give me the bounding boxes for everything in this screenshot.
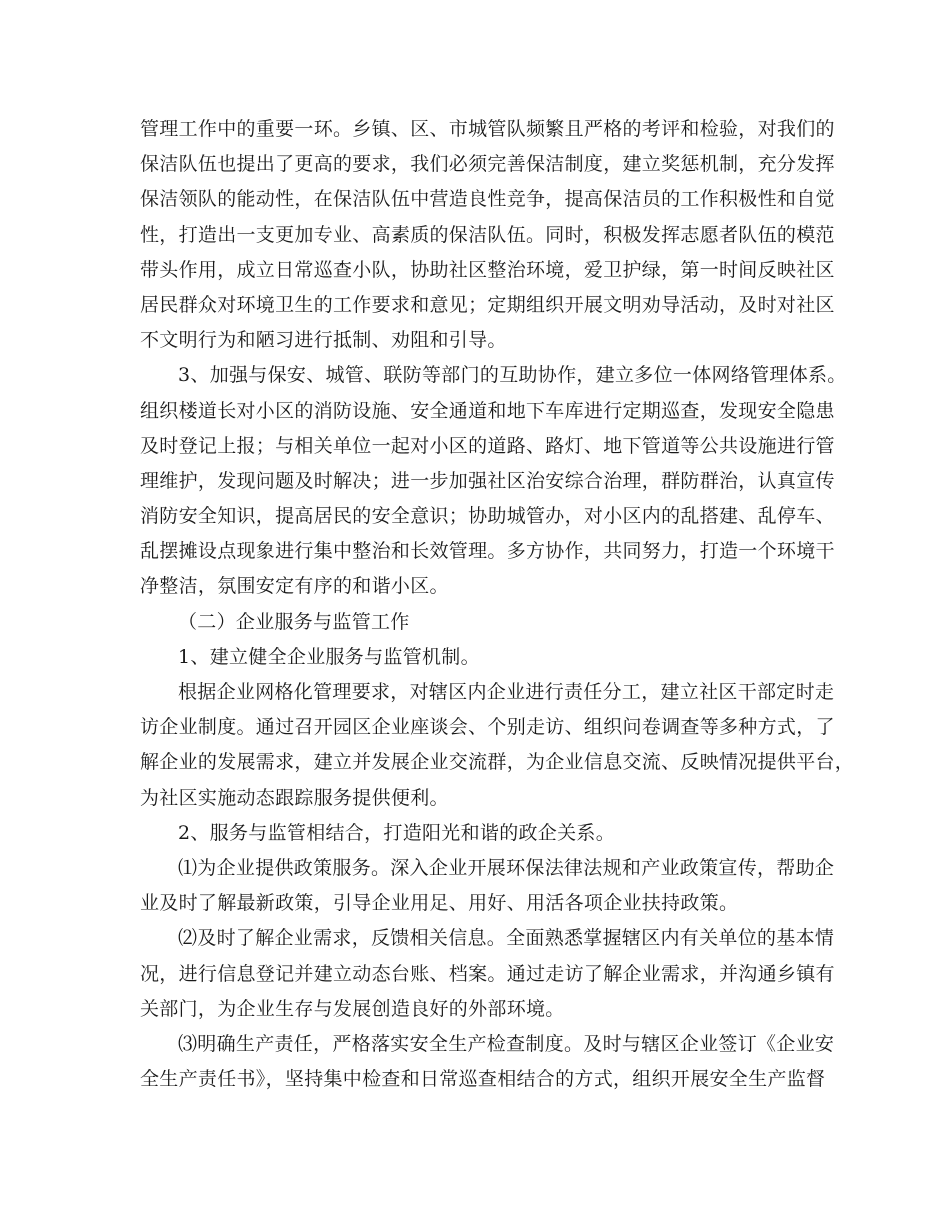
paragraph-p7 [140,851,835,921]
text-line: 解企业的发展需求，建立并发展企业交流群，为企业信息交流、反映情况提供平台， [140,751,855,774]
paragraph-p5 [140,675,855,816]
text-line: （二）企业服务与监管工作 [178,610,410,633]
text-line: 乱摆摊设点现象进行集中整治和长效管理。多方协作，共同努力，打造一个环境干 [140,540,835,563]
paragraph-p4 [140,640,832,675]
text-line: 2、服务与监管相结合，打造阳光和谐的政企关系。 [178,821,615,844]
text-line: 关部门，为企业生存与发展创造良好的外部环境。 [140,997,565,1020]
text-line: 访企业制度。通过召开园区企业座谈会、个别走访、组织问卷调查等多种方式，了 [140,716,835,739]
text-line: 3、加强与保安、城管、联防等部门的互助协作，建立多位一体网络管理体系。 [178,364,847,387]
text-line: 性，打造出一支更加专业、高素质的保洁队伍。同时，积极发挥志愿者队伍的模范 [140,223,835,246]
text-line: 保洁队伍也提出了更高的要求，我们必须完善保洁制度，建立奖惩机制，充分发挥 [140,153,835,176]
text-line: 理维护，发现问题及时解决；进一步加强社区治安综合治理，群防群治，认真宣传 [140,469,835,492]
text-line: ⑶明确生产责任，严格落实安全生产检查制度。及时与辖区企业签订《企业安 [178,1032,835,1055]
text-line: 根据企业网格化管理要求，对辖区内企业进行责任分工，建立社区干部定时走 [178,681,835,703]
text-line: 1、建立健全企业服务与监管机制。 [178,645,480,668]
text-line: 带头作用，成立日常巡查小队，协助社区整治环境，爱卫护绿，第一时间反映社区 [140,258,835,281]
document-page [140,112,855,1097]
text-line: 况，进行信息登记并建立动态台账、档案。通过走访了解企业需求，并沟通乡镇有 [140,962,835,985]
text-line: 组织楼道长对小区的消防设施、安全通道和地下车库进行定期巡查，发现安全隐患 [140,399,835,422]
text-line: 为社区实施动态跟踪服务提供便利。 [140,786,449,809]
text-line: 净整洁，氛围安定有序的和谐小区。 [140,575,449,598]
text-line: 消防安全知识，提高居民的安全意识；协助城管办，对小区内的乱搭建、乱停车、 [140,505,835,528]
text-line: 及时登记上报；与相关单位一起对小区的道路、路灯、地下管道等公共设施进行管 [140,434,835,457]
paragraph-p8 [140,921,835,1027]
paragraph-p2 [140,358,847,604]
text-line: 不文明行为和陋习进行抵制、劝阻和引导。 [140,329,507,352]
text-line: 全生产责任书》，坚持集中检查和日常巡查相结合的方式，组织开展安全生产监督 [140,1068,826,1091]
text-line: 业及时了解最新政策，引导企业用足、用好、用活各项企业扶持政策。 [140,892,739,915]
text-line: 保洁领队的能动性，在保洁队伍中营造良性竞争，提高保洁员的工作积极性和自觉 [140,188,835,211]
paragraph-p9 [140,1027,835,1097]
text-line: 管理工作中的重要一环。乡镇、区、市城管队频繁且严格的考评和检验，对我们的 [140,118,835,140]
paragraph-p6 [140,816,832,851]
text-line: 居民群众对环境卫生的工作要求和意见；定期组织开展文明劝导活动，及时对社区 [140,293,835,316]
paragraph-p3 [140,605,832,640]
text-line: ⑴为企业提供政策服务。深入企业开展环保法律法规和产业政策宣传，帮助企 [178,856,835,879]
paragraph-p1 [140,112,835,358]
text-line: ⑵及时了解企业需求，反馈相关信息。全面熟悉掌握辖区内有关单位的基本情 [178,927,835,950]
